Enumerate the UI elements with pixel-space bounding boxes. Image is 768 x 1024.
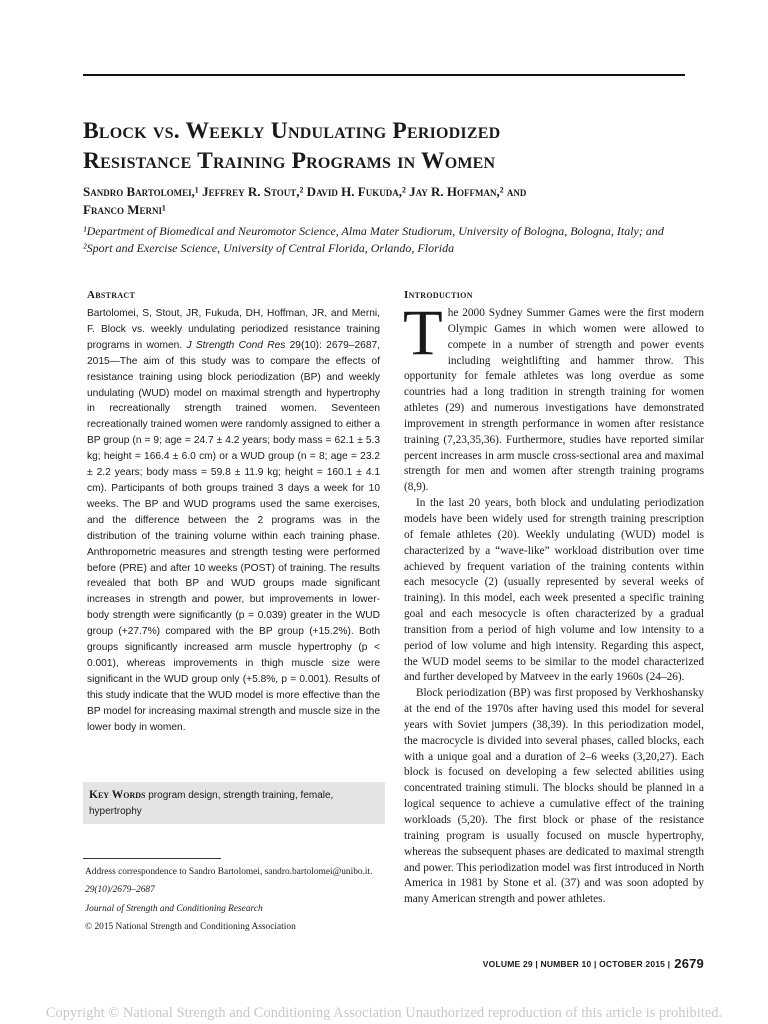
doi-note: 29(10)/2679–2687 [85,885,155,896]
abstract-heading: Abstract [87,289,136,301]
abstract-body: 29(10): 2679–2687, 2015—The aim of this study was to compare the effects of resistance training using block periodization (BP) and weekly undulating (WUD) model on maximal strength and hypertrophy in recreationally strength trained women. Seventeen recreationally trained women were randomly assigned to either a BP group (n = 9; age = 24.7 ± 4.2 years; body mass = 62.1 ± 5.3 kg; height = 166.4 ± 6.0 cm) or a WUD group (n = 8; age = 23.2 ± 2.2 years; body mass = 59.8 ± 11.9 kg; height = 160.1 ± 4.1 cm). Participants of both groups trained 3 days a week for 10 weeks. The BP and WUD programs used the same exercises, and the difference between the 2 programs was in the distribution of the training volume within each training phase. Anthropometric measures and strength testing were performed before (PRE) and after 10 weeks (POST) of training. The results revealed that both BP and WUD groups made significant increases in strength and power, but improvements in lower-body strength were significantly (p = 0.039) greater in the WUD group (+27.7%) compared with the BP group (+15.2%). Both groups significantly increased arm muscle hypertrophy (p < 0.001), whereas improvements in thigh muscle size were significant in the WUD group only (+5.8%, p = 0.001). Results of this study indicate that the WUD model is more effective than the BP model for increasing maximal strength and muscle size in the lower body in women. [87,339,380,733]
footnotes [85,866,385,939]
abstract-citation: Bartolomei, S, Stout, JR, Fukuda, DH, Hoffman, JR, and Merni, F. Block vs. weekly undulating periodized resistance training programs in women. [87,308,380,351]
keywords-box [83,782,385,824]
page-footer [483,956,704,971]
top-rule [83,74,685,76]
authors-line-2: Franco Merni¹ [83,202,166,217]
drop-cap: T [403,297,443,369]
intro-paragraph-2: In the last 20 years, both block and undulating periodization models have been widely used for strength training prescription of female athletes (20). Weekly undulating (WUD) model is characterized by a “wave-like” workload distribution over time achieved by frequent variation of the training contents within each mesocycle (2) (usually represented by several weeks of training). In this model, each week presented a specific training goal and each mesocycle is often characterized by a gradual transition from a period of high volume and low intensity to a period of low volume and high intensity. Regarding this aspect, the WUD model seems to be similar to the model characterized and further developed by Matveev in the early 1960s (24–26). [404,497,704,684]
article-title [83,116,693,176]
introduction-heading: Introduction [404,289,473,301]
title-line-2: Resistance Training Programs in Women [83,148,496,174]
affiliations: ¹Department of Biomedical and Neuromotor Science, Alma Mater Studiorum, University of Bologna, Bologna, Italy; and ²Sport and Exercise Science, University of Central Florida, Orlando, Florida [83,224,664,255]
title-line-1: Block vs. Weekly Undulating Periodized [83,118,501,144]
journal-copyright [85,903,385,934]
intro-paragraph-1 [403,297,704,496]
introduction-text [403,297,704,908]
keywords-label: Key Words [89,789,146,801]
copyright-watermark: Copyright © National Strength and Conditioning Association Unauthorized reproduction of this article is prohibited. [45,1005,723,1021]
journal-name: Journal of Strength and Conditioning Research [85,903,263,914]
authors-line-1: Sandro Bartolomei,¹ Jeffrey R. Stout,² David H. Fukuda,² Jay R. Hoffman,² and [83,184,527,199]
correspondence-note: Address correspondence to Sandro Bartolomei, sandro.bartolomei@unibo.it. [85,867,373,877]
issue-info: VOLUME 29 | NUMBER 10 | OCTOBER 2015 | [482,958,671,969]
copyright-note: © 2015 National Strength and Conditioning Association [85,921,296,932]
intro-p1-text: he 2000 Sydney Summer Games were the first modern Olympic Games in which women were allowed to compete in a number of strength and power events including weightlifting and hammer throw. This opportunity for female athletes was long overdue as some countries had a long tradition in strength training for women athletes (29) and numerous investigations have demonstrated improvement in strength performance in women after resistance training (7,23,35,36). Furthermore, studies have reported similar percent increases in arm muscle cross-sectional area and maximal strength for men and women after strength training programs (8,9). [404,307,704,494]
abstract-text [87,306,380,735]
author-list [83,183,693,219]
abstract-journal: J Strength Cond Res [186,339,286,351]
intro-paragraph-3: Block periodization (BP) was first proposed by Verkhoshansky at the end of the 1970s after having used this model for several years with Soviet jumpers (38,39). In this periodization model, the macrocycle is divided into several phases, called blocks, each with a unique goal and a duration of 2–6 weeks (3,20,27). Each block is focused on developing a few selected abilities using concentrated training stimuli. The blocks should be planned in a logical sequence to achieve a cumulative effect of the training workloads (5,20). The first block or phase of the resistance training program is usually focused on muscle hypertrophy, whereas the subsequent phases are dedicated to maximal strength and power. This periodization model was first introduced in North America in 1981 by Stone et al. (37) and was soon adopted by many American strength and power athletes. [404,687,704,906]
keywords-text: program design, strength training, female, hypertrophy [89,790,334,817]
page-number: 2679 [674,956,704,971]
footnote-rule [83,858,221,859]
